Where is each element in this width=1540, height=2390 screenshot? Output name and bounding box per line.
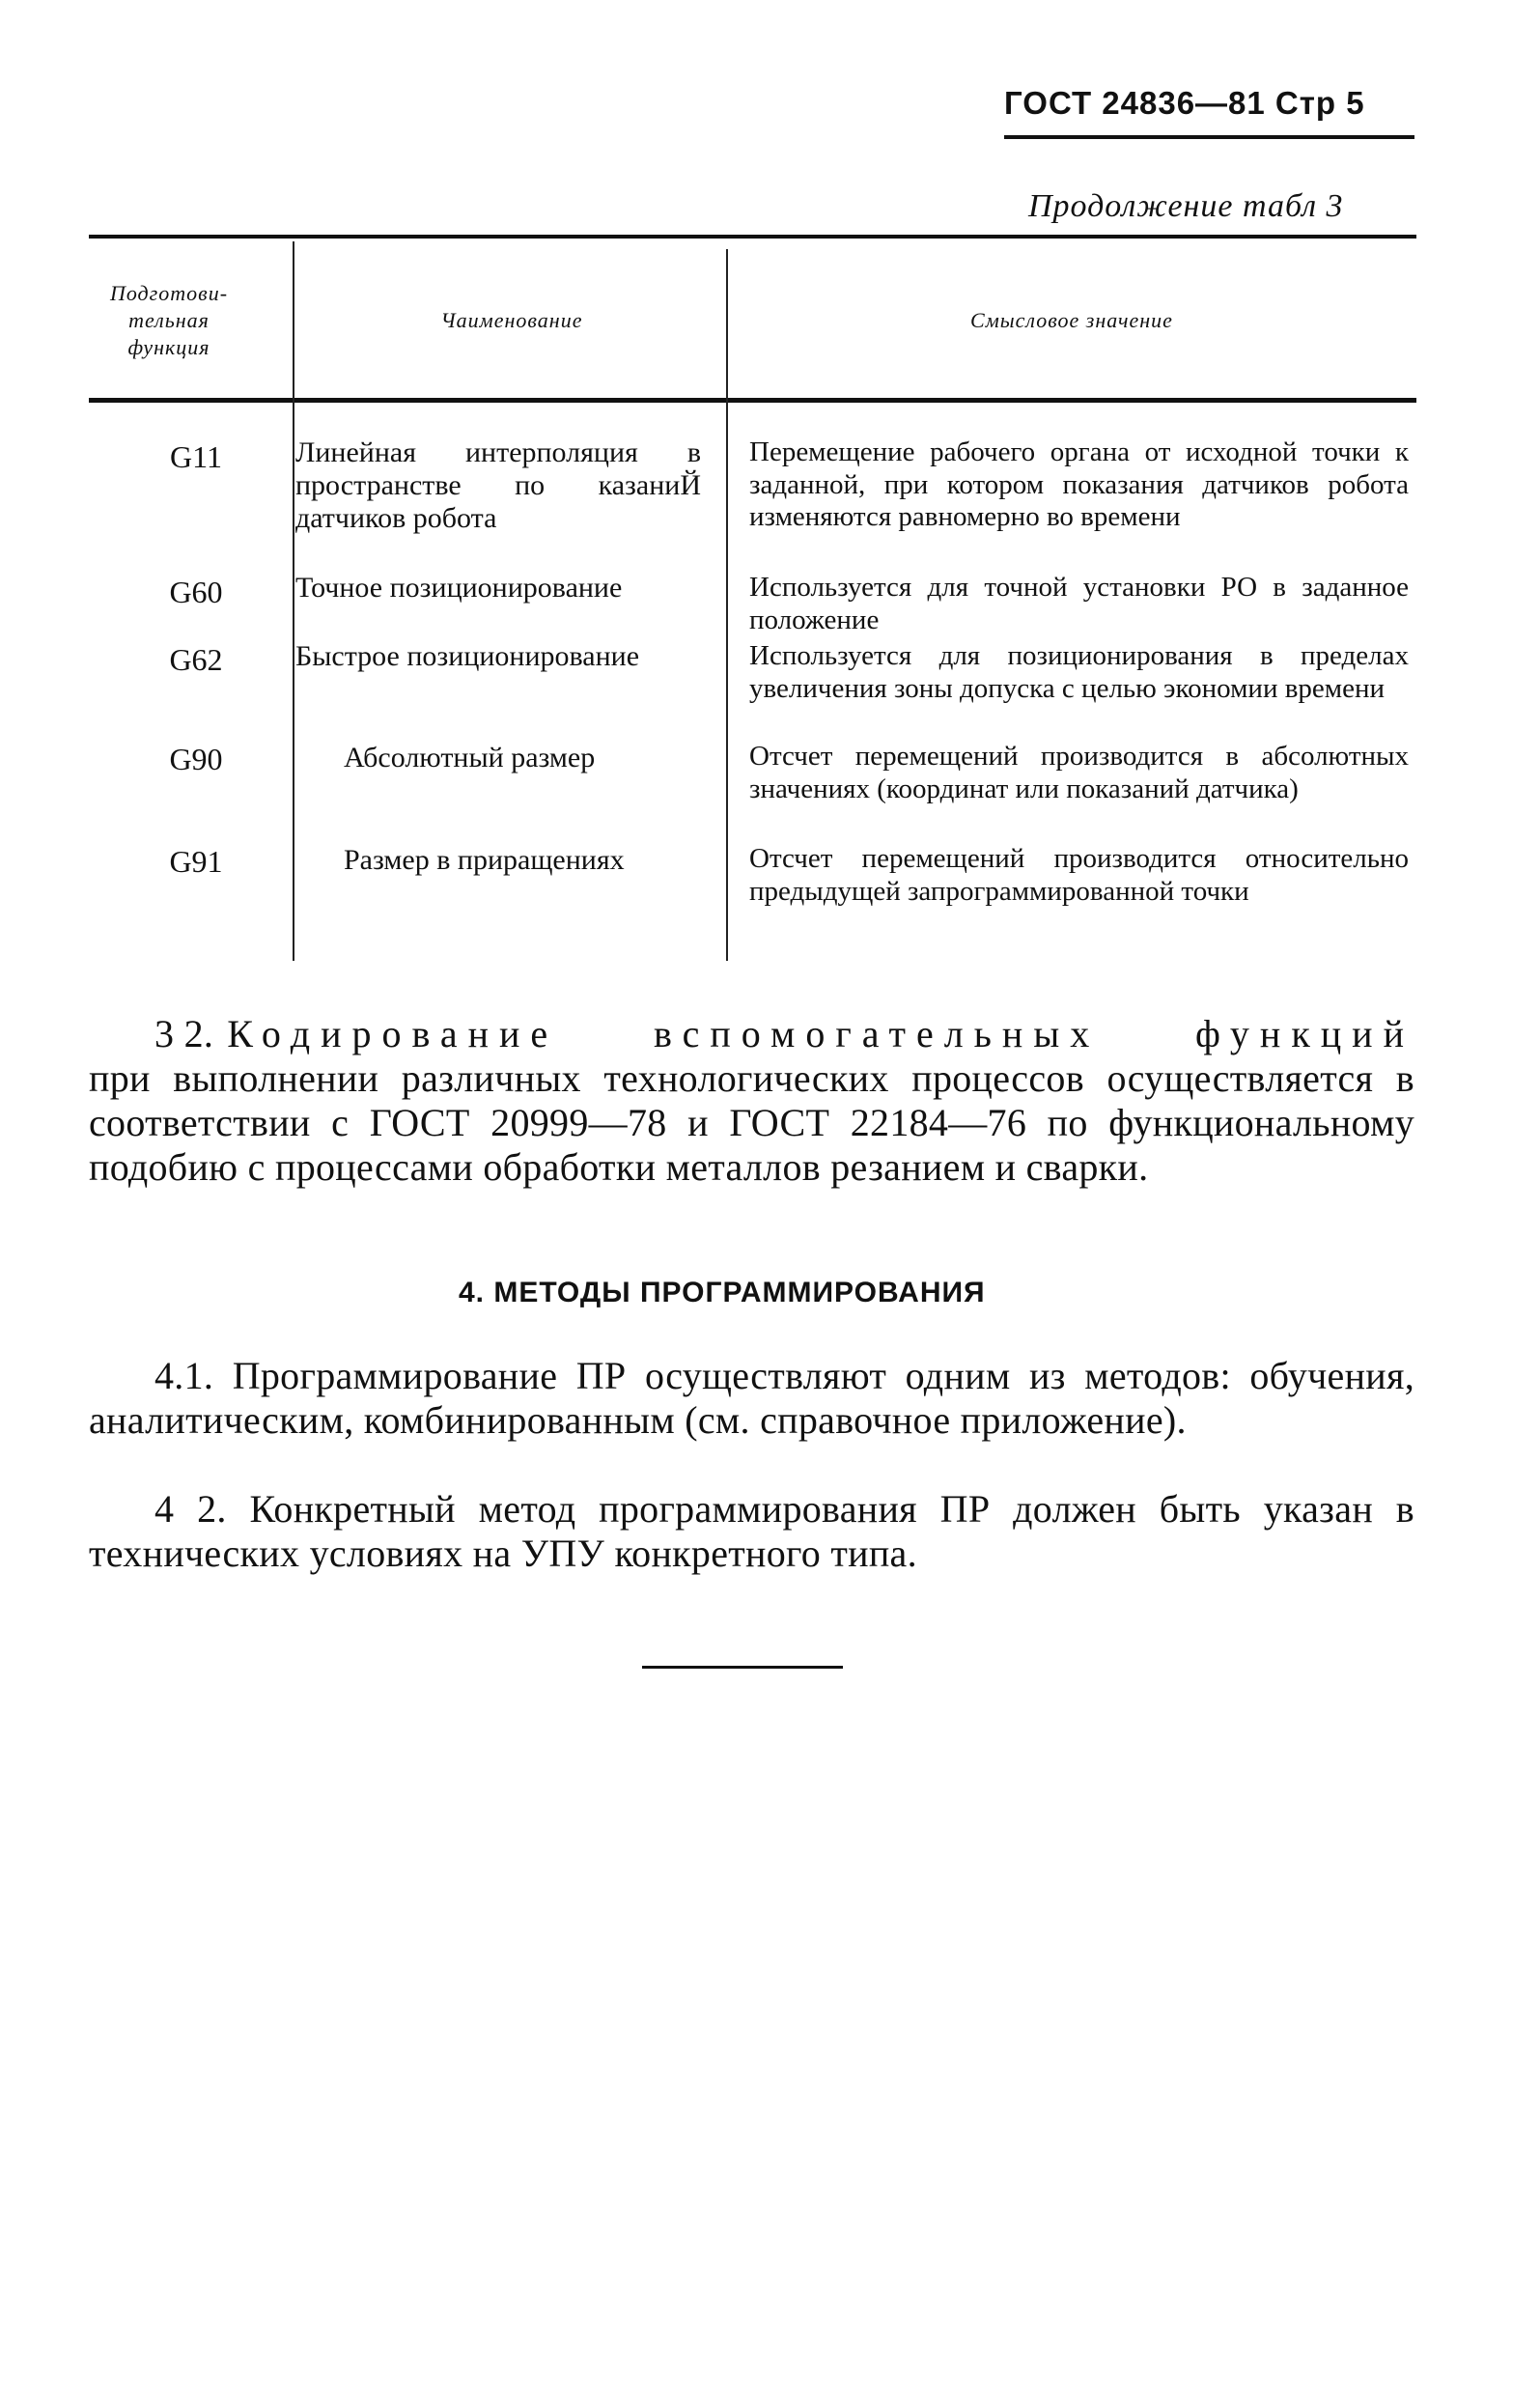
paragraph-4-1: 4.1. Программирование ПР осуществляют одним из методов: обучения, аналитическим, комбинированным (см. справочное приложение). xyxy=(89,1354,1414,1442)
column-divider xyxy=(293,241,294,961)
function-meaning: Отсчет перемещений производится относительно предыдущей запрограммированной точки xyxy=(749,843,1409,907)
function-meaning: Отсчет перемещений производится в абсолютных значениях (координат или показаний датчика) xyxy=(749,741,1409,804)
function-meaning: Используется для позиционирования в пределах увеличения зоны допуска с целью экономии времени xyxy=(749,640,1409,704)
section-title: 4. МЕТОДЫ ПРОГРАММИРОВАНИЯ xyxy=(459,1277,986,1308)
function-code: G90 xyxy=(169,742,223,776)
end-rule xyxy=(642,1666,843,1669)
function-name: Быстрое позиционирование xyxy=(295,640,640,672)
function-code: G60 xyxy=(169,575,223,609)
function-name: Точное позиционирование xyxy=(295,572,623,604)
column-header-name: Чаименование xyxy=(440,308,583,332)
function-code: G11 xyxy=(170,439,222,474)
function-meaning: Используется для точной установки РО в заданное положение xyxy=(749,572,1409,635)
paragraph-number: 3 2. xyxy=(154,1012,214,1055)
spaced-heading-text: Кодирование вспомогательных функций xyxy=(227,1012,1414,1055)
table-top-rule xyxy=(89,235,1416,239)
function-name: Абсолютный размер xyxy=(344,742,596,773)
function-name: Линейная интерполяция в пространстве по казаниЙ датчиков робота xyxy=(295,436,701,534)
table-continuation-label: Продолжение табл 3 xyxy=(1028,188,1344,224)
function-code: G62 xyxy=(169,642,223,677)
column-divider xyxy=(726,249,728,961)
paragraph-3-2 xyxy=(89,1012,1414,1190)
paragraph-4-2: 4 2. Конкретный метод программирования ПР должен быть указан в технических условиях на УПУ конкретного типа. xyxy=(89,1487,1414,1575)
function-name: Размер в приращениях xyxy=(344,844,625,876)
paragraph-text: при выполнении различных технологических процессов осуществляется в соответствии с ГОСТ 20999—78 и ГОСТ 22184—76 по функциональному подобию с процессами обработки металлов резанием и сварки. xyxy=(89,1056,1414,1189)
column-header-function: Подготови-тельная функция xyxy=(109,281,229,359)
function-code: G91 xyxy=(169,844,223,879)
function-meaning: Перемещение рабочего органа от исходной точки к заданной, при котором показания датчиков робота изменяются равномерно во времени xyxy=(749,436,1409,532)
running-head-rule xyxy=(1004,135,1414,139)
column-header-meaning: Смысловое значение xyxy=(970,308,1173,332)
running-head: ГОСТ 24836—81 Стр 5 xyxy=(1004,85,1365,121)
table-header-rule xyxy=(89,398,1416,403)
